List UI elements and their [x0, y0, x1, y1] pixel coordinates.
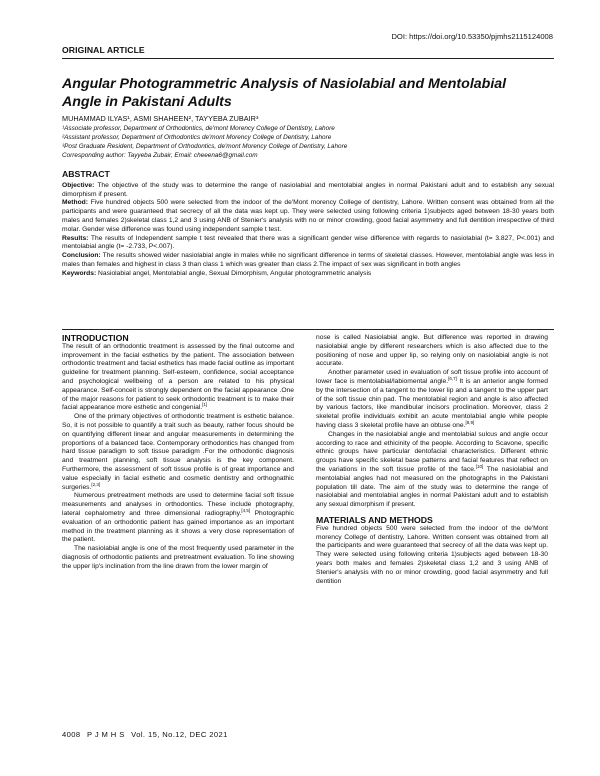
intro-paragraph-4: The nasiolabial angle is one of the most frequently used parameter in the diagnosis of orthodontic patients and pretreatment evaluation. To line showing the upper lip's inclination from the line drawn from the lower margin of	[62, 545, 294, 570]
article-title: Angular Photogrammetric Analysis of Nasiolabial and Mentolabial Angle in Pakistani Adults	[62, 76, 507, 110]
article-type-label: ORIGINAL ARTICLE	[62, 45, 145, 55]
abstract-section	[62, 170, 554, 279]
affiliations	[62, 124, 347, 160]
author-list: MUHAMMAD ILYAS¹, ASMI SHAHEEN², TAYYEBA ZUBAIR³	[62, 114, 259, 123]
volume-info: Vol. 15, No.12, DEC 2021	[131, 730, 228, 739]
corresponding-author: Corresponding author: Tayyeba Zubair, Email: cheeena6@gmail.com	[62, 152, 258, 159]
introduction-heading: INTRODUCTION	[62, 333, 129, 343]
header-divider	[62, 58, 554, 59]
intro-paragraph-5: nose is called Nasiolabial angle. But difference was reported in drawing nasiolabial angle by different researchers which is also affected due to the positioning of nose and upper lip, so relying only on nasiolabial angle is not accurate.	[316, 334, 548, 368]
abstract-method: Method: Five hundred objects 500 were selected from the indoor of the de'Mont morency College of dentistry, Lahore. Written consent was obtained from all the participants and were guaranteed that secrecy of all the data was kept up. They were selected using following criteria 1)subjects aged between 18-30 years both males and females 2)skeletal class 1,2 and 3 using ANB of Stenier's analysis with no or minor crowding, good facial asymmetry and full dentition irrespective of third molar. Gender wise difference was found using independent sample t test.	[62, 199, 554, 233]
intro-paragraph-7: Changes in the nasiolabial angle and mentolabial sulcus and angle occur according to race and ethicinity of the people. According to Scavone, specific ethnic groups have particular dentofacial characteristics. Different ethnic groups have specific skeletal base patterns and facial features that reflect on the variations in the soft tissue profile of the face.[10] The nasiolabial and mentolabial angles had not measured on the photographs in the Pakistani population till date. The aim of the study was to determine the range of nasiolabial and mentolabial angles in normal Pakistani adult and to establish any sexual dimorphism if present.	[316, 430, 548, 509]
abstract-conclusion: Conclusion: The results showed wider nasiolabial angle in males while no significant difference in terms of skeletal classes. However, mentolabial angle was less in males than females and highest in class 3 than class 1 which was greater than class 2.The impact of sex was significant in both angles	[62, 252, 554, 268]
left-column	[62, 334, 294, 572]
journal-name: P J M H S	[87, 730, 125, 739]
abstract-objective: Objective: The objective of the study was to determine the range of nasiolabial and mentolabial angles in normal Pakistani adult and to establish any sexual dimorphism if present.	[62, 181, 554, 198]
methods-heading: MATERIALS AND METHODS	[316, 514, 433, 525]
doi-link[interactable]: DOI: https://doi.org/10.53350/pjmhs2115124008	[391, 32, 553, 41]
page-number: 4008	[62, 730, 81, 739]
intro-paragraph-3: Numerous pretreatment methods are used to determine facial soft tissue measurements and analyses in orthodontics. These include photography, lateral cephalometry and three dimensional radiography.[4,5] Photographic evaluation of an orthodontic patient has gained importance as an important method in the treatment planning as it shows a very close representation of the patient.	[62, 492, 294, 544]
abstract-heading: ABSTRACT	[62, 169, 110, 179]
methods-paragraph-1: Five hundred objects 500 were selected from the indoor of the de'Mont morency College of dentistry, Lahore. Written consent was obtained from all the participants and were guaranteed that secrecy of all the data was kept up. They were selected using following criteria 1)subjects aged between 18-30 years both males and females 2)skeletal class 1,2 and 3 using ANB of Stenier's analysis with no or minor crowding, good facial asymmetry and full dentition	[316, 524, 548, 585]
intro-paragraph-1: The result of an orthodontic treatment is assessed by the final outcome and improvement in the facial esthetics by the patient. The association between orthodontic treatment and facial esthetics has made facial outline as important guideline for treatment planning. Self-esteem, confidence, social acceptance and psychological wellbeing of a person are related to his physical appearance. Self-conceit is strongly dependent on the facial appearance .One of the major reasons for patient to seek orthodontic treatment is to make their facial appearance more esthetic and congenial.[1]	[62, 342, 294, 412]
abstract-keywords: Keywords: Nasiolabial angel, Mentolabial angle, Sexual Dimorphism, Angular photogrammetric analysis	[62, 269, 372, 277]
page-footer	[62, 730, 232, 739]
right-column	[316, 334, 548, 586]
abstract-results: Results: The results of Independent sample t test revealed that there was a significant gender wise difference with regards to nasiolabial (t= 3.827, P<.001) and mentolabial angle (t= -2.733, P<.007).	[62, 234, 554, 251]
affiliation-2: ²Assistant professor, Department of Orthodontics de'mont Morency College of Dentistry, Lahore	[62, 134, 332, 141]
intro-paragraph-2: One of the primary objectives of orthodontic treatment is esthetic balance. So, it is not possible to quantify a trait such as beauty, rather focus should be on quantifying different linear and angular measurements in determining the proportions of a balanced face. Contemporary orthodontics has changed from hard tissue paradigm to soft tissue paradigm .For the orthodontic diagnosis and treatment planning, soft tissue analysis is the key component. Furthermore, the assessment of soft tissue profile is of great importance and value especially in facial esthetic and cosmetic dentistry and orthognathic surgeries.[2,3]	[62, 413, 294, 491]
affiliation-3: ³Post Graduate Resident, Department of Orthodontics, de'mont Morency College of Dentistry, Lahore	[62, 143, 348, 150]
abstract-divider	[62, 329, 554, 330]
affiliation-1: ¹Associate professor, Department of Orthodontics, de'mont Morency College of Dentistry, Lahore	[62, 125, 335, 132]
intro-paragraph-6: Another parameter used in evaluation of soft tissue profile into account of lower face is mentolabial/labiomental angle.[6,7] It is an anterior angle formed by the intersection of a tangent to the lower lip and a tangent to the upper part of the soft tissue chin pad. The mentolabial region and angle is also affected by various factors, like mandibular incisors proclination. Moreover, class 2 skeletal profile individuals exhibit an acute mentolabial angle while people having class 3 skeletal profile have an obtuse one.[8,9]	[316, 369, 548, 429]
